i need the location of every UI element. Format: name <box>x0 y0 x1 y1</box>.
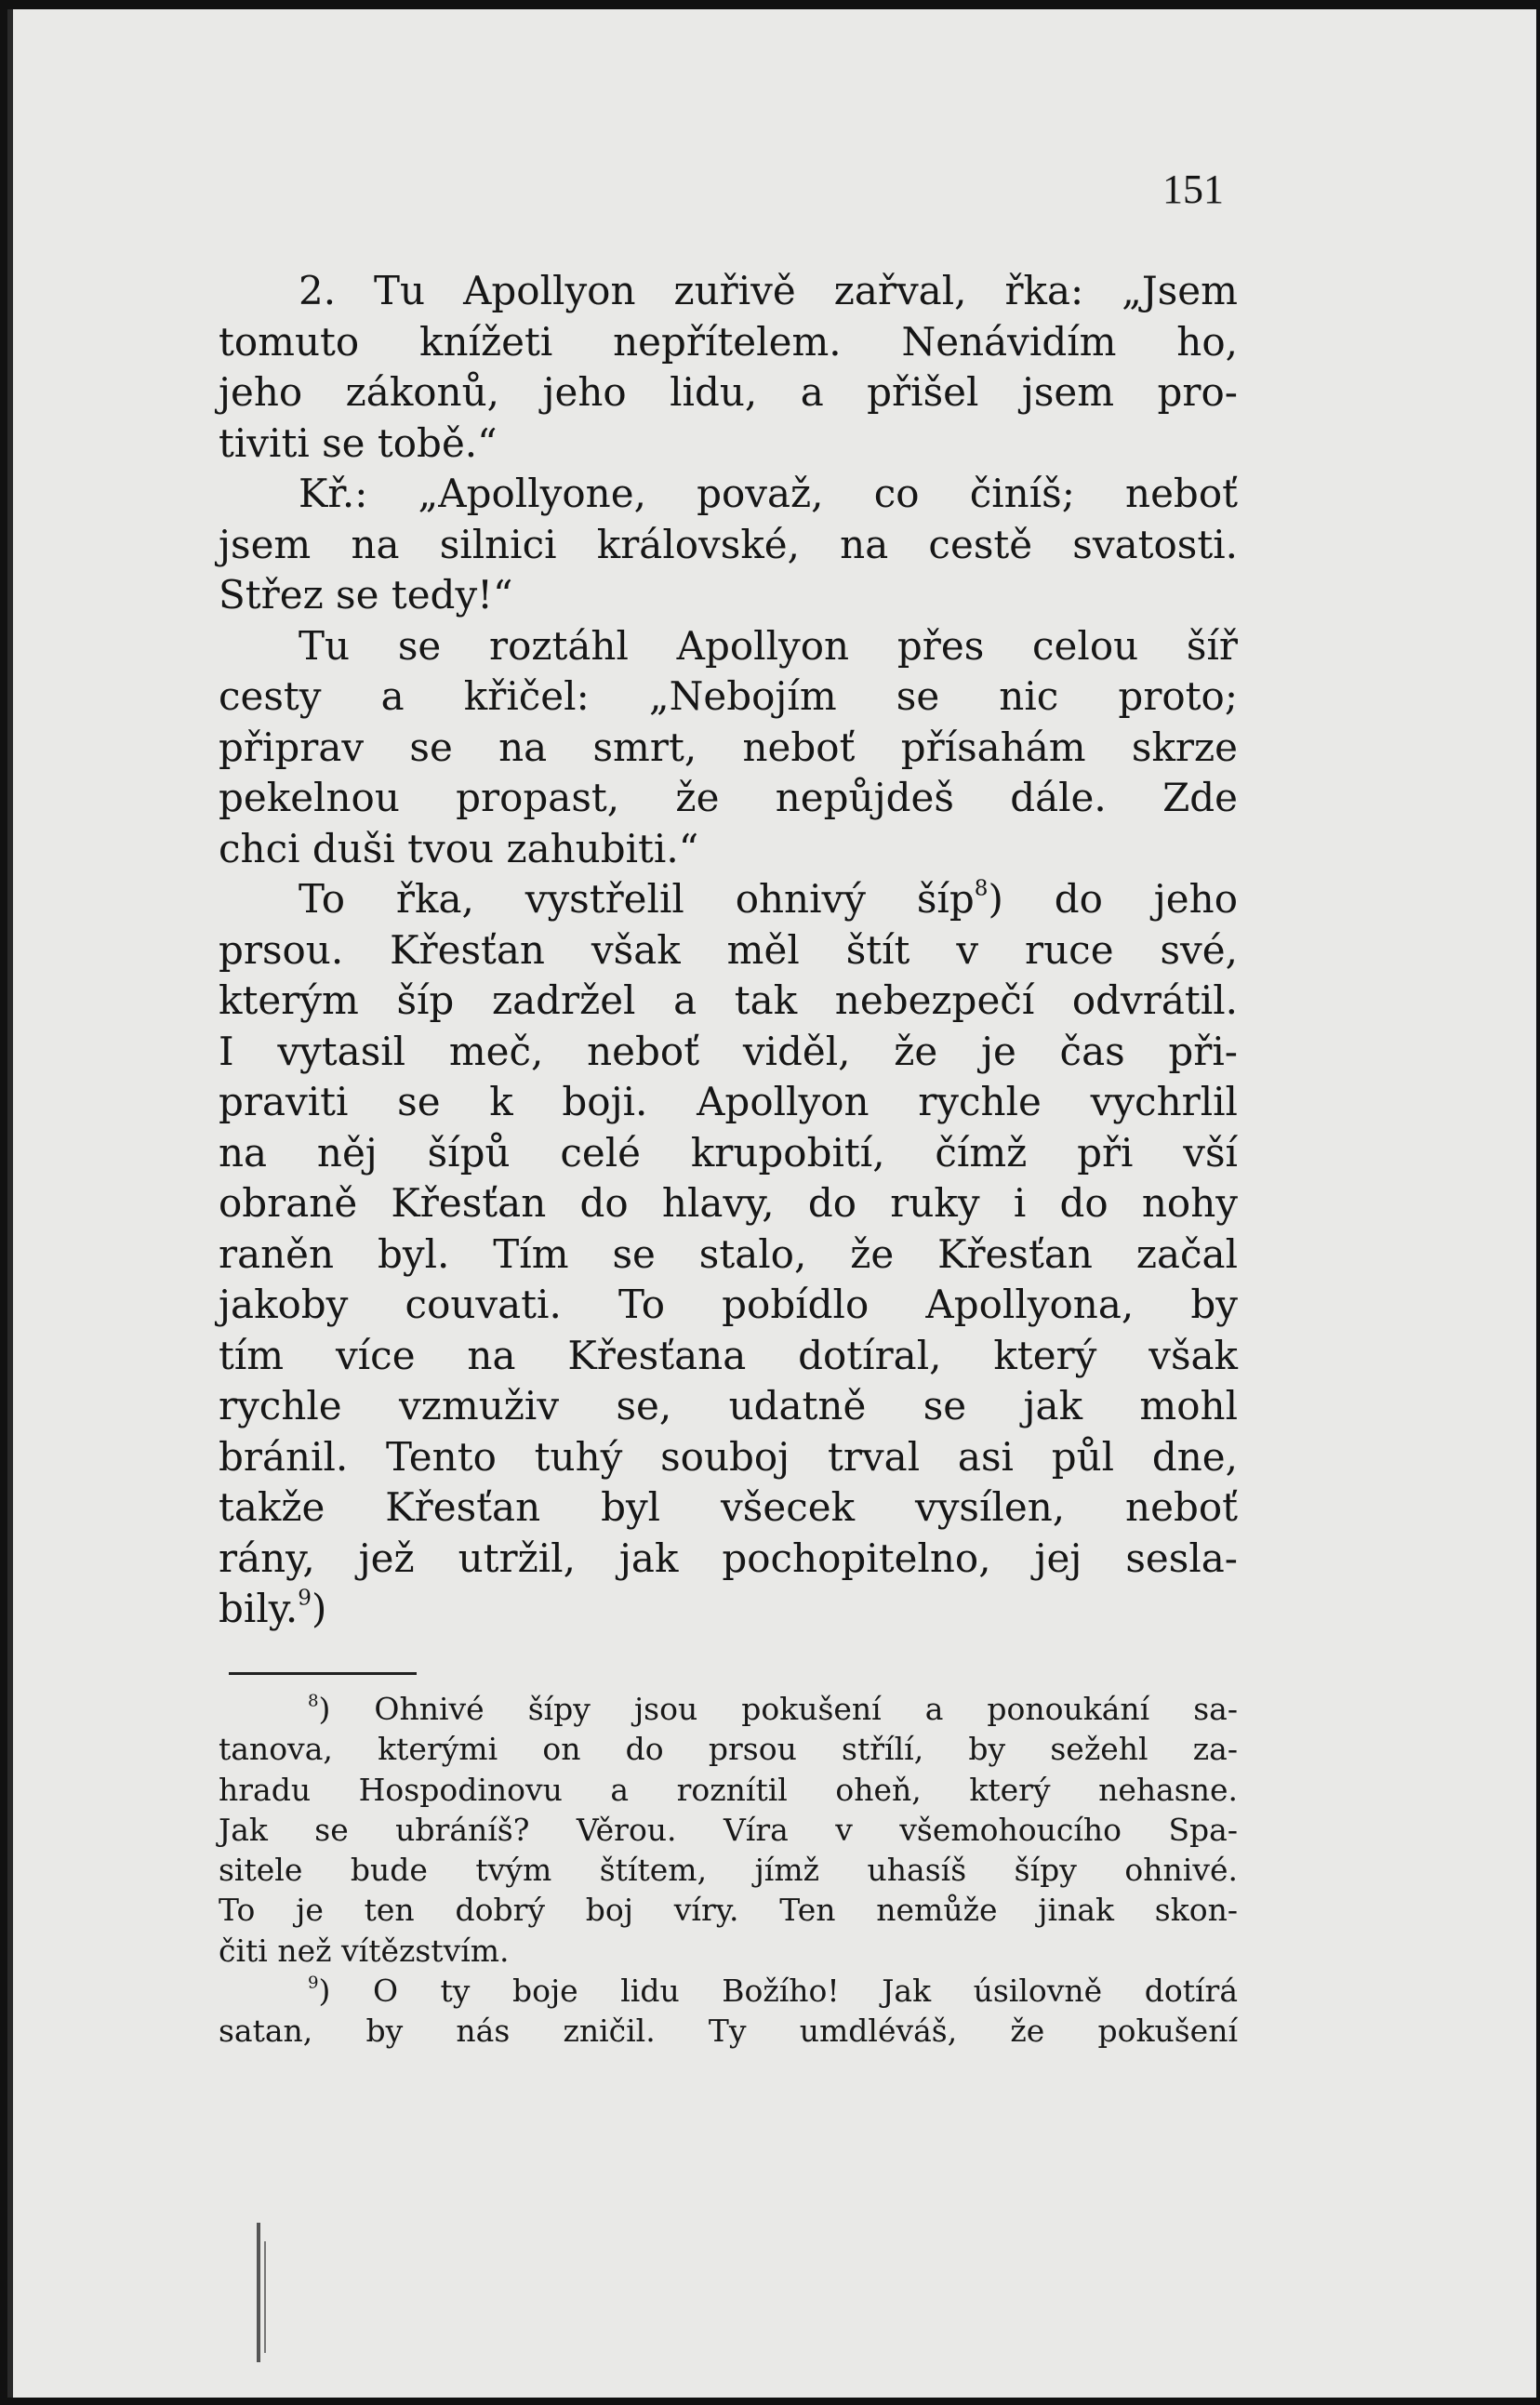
text-line <box>219 1534 1238 1585</box>
line-text: jsem na silnici královské, na cestě svatosti. <box>219 521 1238 567</box>
book-page <box>7 9 1536 2398</box>
text-line <box>219 1584 1238 1635</box>
line-text-after: ) <box>311 1586 327 1631</box>
footnote-line <box>219 1971 1238 2011</box>
text-line <box>219 317 1238 368</box>
text-line <box>219 1128 1238 1179</box>
footnote-line <box>219 1850 1238 1890</box>
line-text: hradu Hospodinovu a roznítil oheň, který nehasne. <box>219 1771 1238 1808</box>
line-text: na něj šípů celé krupobití, čímž při vší <box>219 1129 1238 1176</box>
text-line <box>219 419 1238 470</box>
line-text: jakoby couvati. To pobídlo Apollyona, by <box>219 1282 1238 1327</box>
line-text: To je ten dobrý boj víry. Ten nemůže jinak skon- <box>219 1892 1238 1929</box>
line-text: chci duši tvou zahubiti.“ <box>219 825 699 871</box>
line-text: bily. <box>219 1586 299 1631</box>
line-text: pekelnou propast, že nepůjdeš dále. Zde <box>219 775 1238 820</box>
line-text: bránil. Tento tuhý souboj trval asi půl dne, <box>219 1433 1238 1480</box>
footnote-line <box>219 1931 1238 1971</box>
text-line <box>219 671 1238 723</box>
footnote-line <box>219 2011 1238 2051</box>
line-text: jeho zákonů, jeho lidu, a přišel jsem pro- <box>219 369 1238 415</box>
text-line <box>219 469 1238 520</box>
line-text: Střez se tedy!“ <box>219 572 513 618</box>
page-number: 151 <box>1162 166 1224 212</box>
line-text: raněn byl. Tím se stalo, že Křesťan začal <box>219 1230 1238 1277</box>
line-text: satan, by nás zničil. Ty umdléváš, že pokušení <box>219 2013 1238 2050</box>
line-text: rány, jež utržil, jak pochopitelno, jej sesla- <box>219 1535 1238 1581</box>
footnote-text: ) O ty boje lidu Božího! Jak úsilovně dotírá <box>318 1973 1238 2010</box>
text-line <box>219 1077 1238 1128</box>
text-line <box>219 1331 1238 1382</box>
line-text: obraně Křesťan do hlavy, do ruky i do nohy <box>219 1180 1238 1226</box>
text-line <box>219 1432 1238 1483</box>
scan-mark <box>264 2241 266 2353</box>
line-text: tomuto knížeti nepřítelem. Nenávidím ho, <box>219 318 1238 365</box>
text-line <box>219 1280 1238 1331</box>
footnote-reference: 9 <box>298 1586 312 1611</box>
main-text <box>219 266 1238 1635</box>
line-text: I vytasil meč, neboť viděl, že je čas při- <box>219 1028 1238 1074</box>
footnote-line <box>219 1729 1238 1769</box>
line-text: praviti se k boji. Apollyon rychle vychrlil <box>219 1079 1238 1124</box>
footnote-reference: 8 <box>974 876 989 901</box>
text-line <box>219 621 1238 672</box>
line-text: Jak se ubráníš? Věrou. Víra v všemohoucího Spa- <box>219 1811 1238 1848</box>
line-text: takže Křesťan byl všecek vysílen, neboť <box>219 1484 1238 1530</box>
text-line <box>219 520 1238 571</box>
text-line <box>219 1482 1238 1534</box>
footnote-marker: 9 <box>308 1973 319 1993</box>
line-text: čiti než vítězstvím. <box>219 1932 510 1969</box>
line-text-after: ) do jeho <box>988 876 1238 922</box>
line-text: tiviti se tobě.“ <box>219 419 498 466</box>
footnote-marker: 8 <box>308 1691 319 1711</box>
line-text: Tu se roztáhl Apollyon přes celou šíř <box>299 622 1238 669</box>
line-text: 2. Tu Apollyon zuřivě zařval, řka: „Jsem <box>299 268 1238 313</box>
line-text: cesty a křičel: „Nebojím se nic proto; <box>219 673 1238 719</box>
footnote-text: ) Ohnivé šípy jsou pokušení a ponoukání sa- <box>318 1691 1238 1727</box>
footnote-line <box>219 1770 1238 1810</box>
text-line <box>219 723 1238 774</box>
line-text: To řka, vystřelil ohnivý šíp <box>299 876 975 922</box>
text-line <box>219 925 1238 977</box>
text-line <box>219 874 1238 925</box>
footnote-separator <box>229 1672 417 1675</box>
scan-mark <box>257 2223 260 2362</box>
footnote-line <box>219 1890 1238 1930</box>
line-text: prsou. Křesťan však měl štít v ruce své, <box>219 926 1238 973</box>
text-line <box>219 570 1238 621</box>
footnote-line <box>219 1689 1238 1729</box>
line-text: tanova, kterými on do prsou střílí, by sežehl za- <box>219 1731 1238 1768</box>
text-line <box>219 976 1238 1027</box>
line-text: sitele bude tvým štítem, jímž uhasíš šípy ohnivé. <box>219 1852 1238 1889</box>
text-line <box>219 367 1238 419</box>
line-text: tím více na Křesťana dotíral, který však <box>219 1332 1238 1378</box>
text-line <box>219 773 1238 824</box>
line-text: Kř.: „Apollyone, považ, co činíš; neboť <box>299 471 1238 516</box>
line-text: kterým šíp zadržel a tak nebezpečí odvrátil. <box>219 977 1238 1023</box>
line-text: připrav se na smrt, neboť přísahám skrze <box>219 724 1238 770</box>
text-line <box>219 1027 1238 1078</box>
footnotes <box>219 1689 1238 2052</box>
text-line <box>219 824 1238 875</box>
text-line <box>219 1229 1238 1281</box>
text-line <box>219 266 1238 317</box>
line-text: rychle vzmuživ se, udatně se jak mohl <box>219 1383 1238 1428</box>
text-line <box>219 1178 1238 1229</box>
text-line <box>219 1381 1238 1432</box>
footnote-line <box>219 1810 1238 1850</box>
